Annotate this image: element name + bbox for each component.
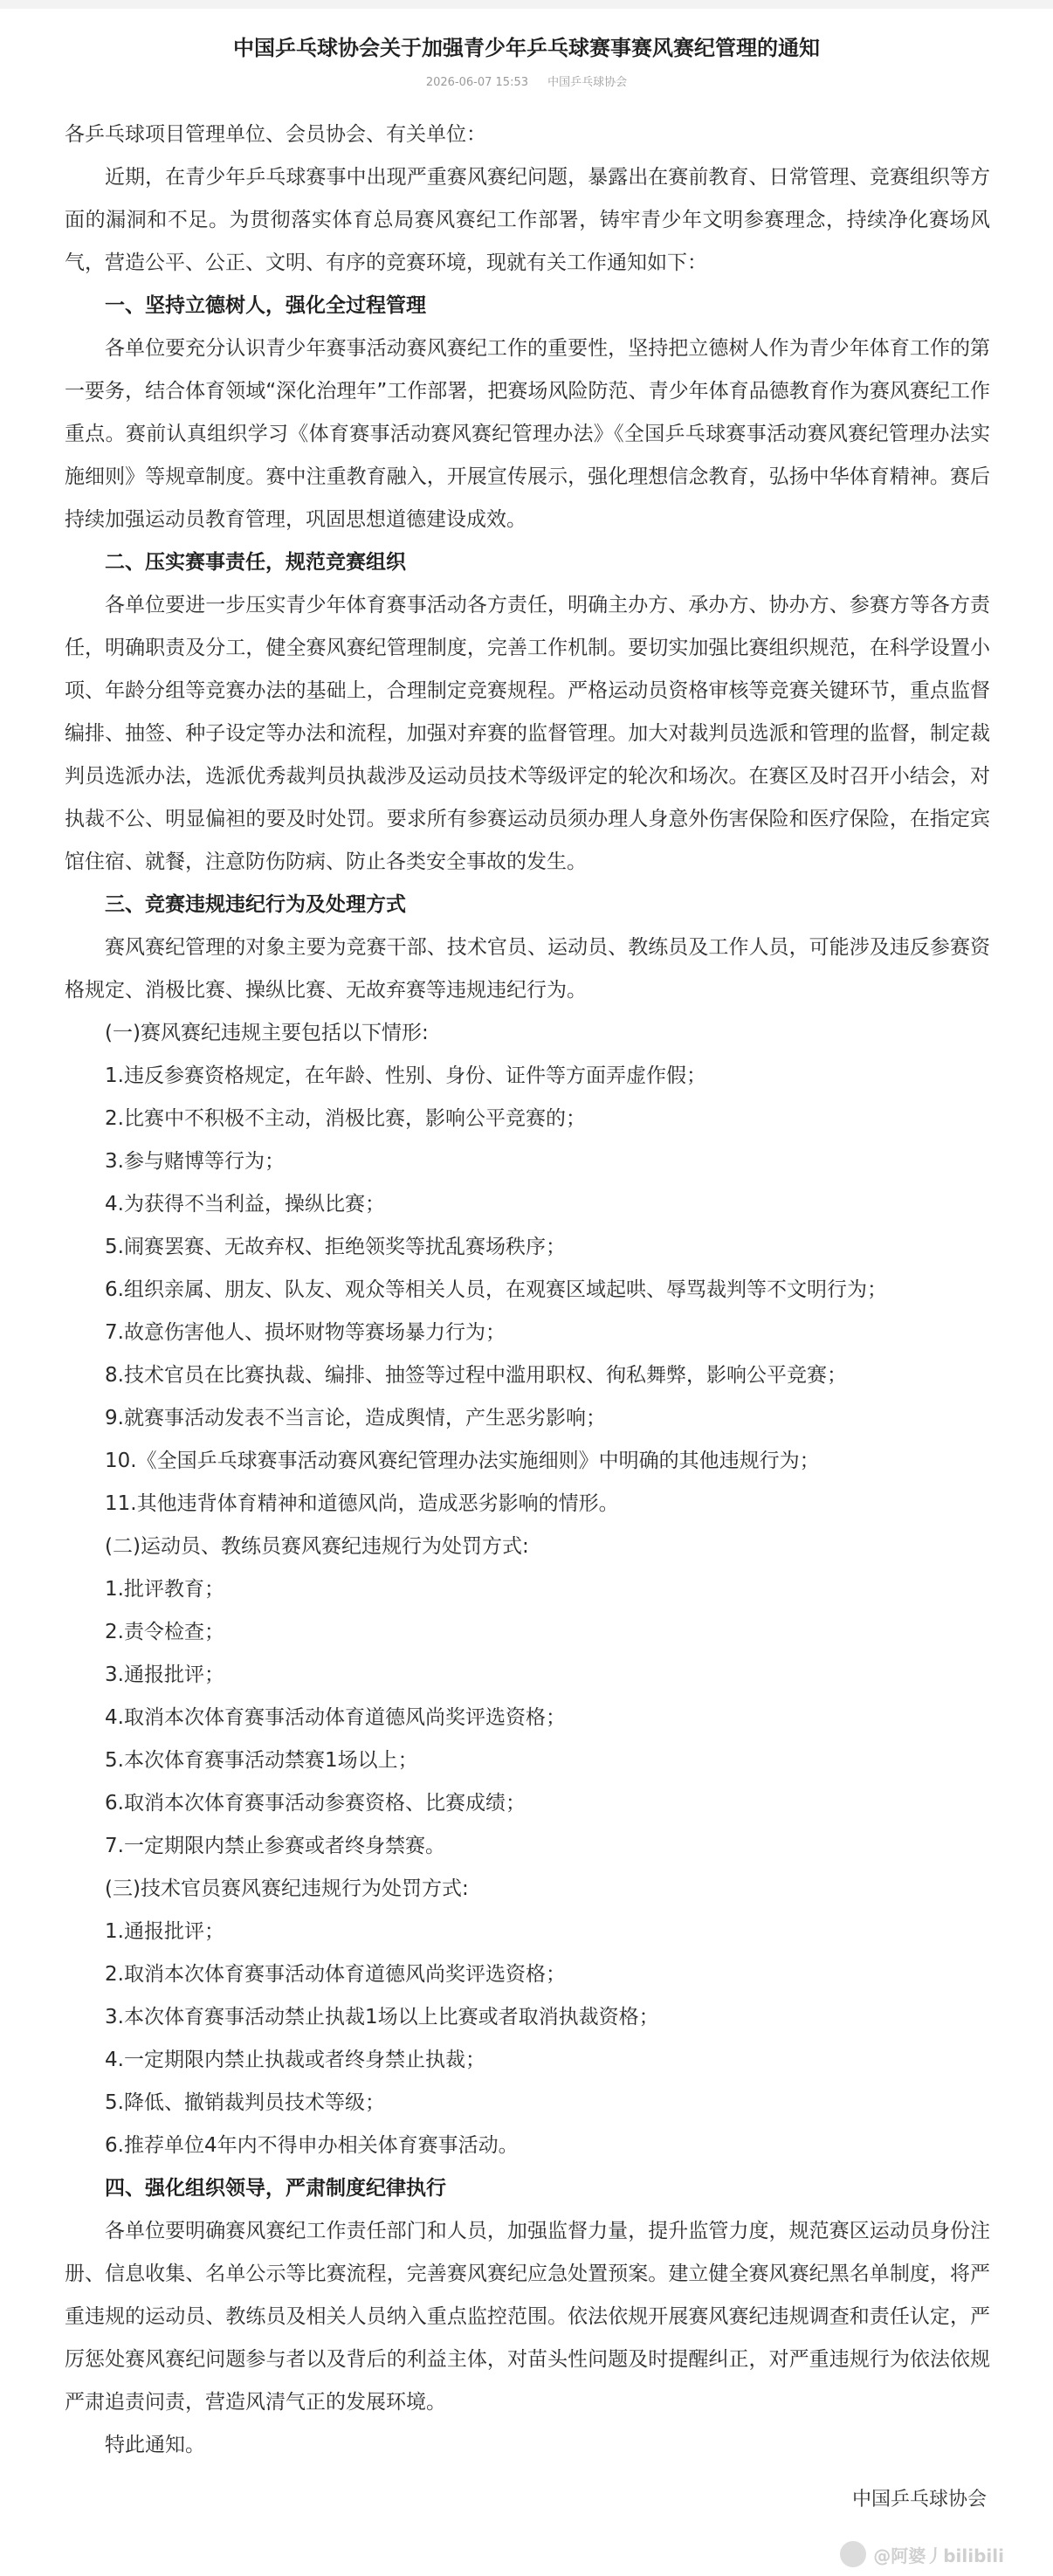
section-2-heading: 二、压实赛事责任，规范竞赛组织	[105, 551, 406, 574]
list-item: 2.取消本次体育赛事活动体育道德风尚奖评选资格；	[105, 1963, 566, 1986]
group-3-heading: (三)技术官员赛风赛纪违规行为处罚方式:	[105, 1877, 469, 1900]
section-3-body: 赛风赛纪管理的对象主要为竞赛干部、技术官员、运动员、教练员及工作人员，可能涉及违反参赛资格规定、消极比赛、操纵比赛、无故弃赛等违规违纪行为。	[65, 936, 990, 1002]
list-item: 6.取消本次体育赛事活动参赛资格、比赛成绩；	[105, 1792, 526, 1815]
article-meta	[0, 75, 1053, 91]
watermark-text: @阿婆丿bilibili	[873, 2545, 1004, 2566]
list-item: 1.批评教育；	[105, 1578, 224, 1601]
list-item: 9.就赛事活动发表不当言论，造成舆情，产生恶劣影响；	[105, 1407, 606, 1429]
list-item: 4.取消本次体育赛事活动体育道德风尚奖评选资格；	[105, 1706, 566, 1729]
section-4-heading: 四、强化组织领导，严肃制度纪律执行	[105, 2177, 446, 2200]
list-item: 10.《全国乒乓球赛事活动赛风赛纪管理办法实施细则》中明确的其他违规行为；	[105, 1450, 820, 1472]
salutation: 各乒乓球项目管理单位、会员协会、有关单位：	[65, 123, 486, 146]
list-item: 7.故意伤害他人、损坏财物等赛场暴力行为；	[105, 1321, 506, 1344]
top-bar	[0, 0, 1053, 9]
list-item: 5.闹赛罢赛、无故弃权、拒绝领奖等扰乱赛场秩序；	[105, 1236, 566, 1258]
bilibili-logo-icon	[840, 2541, 866, 2567]
list-item: 3.参与赌博等行为；	[105, 1150, 285, 1173]
group-1-heading: (一)赛风赛纪违规主要包括以下情形:	[105, 1022, 429, 1044]
list-item: 6.组织亲属、朋友、队友、观众等相关人员，在观赛区域起哄、辱骂裁判等不文明行为；	[105, 1278, 887, 1301]
list-item: 2.责令检查；	[105, 1621, 224, 1643]
list-item: 11.其他违背体育精神和道德风尚，造成恶劣影响的情形。	[105, 1492, 619, 1515]
list-item: 5.降低、撤销裁判员技术等级；	[105, 2091, 385, 2114]
watermark	[840, 2539, 1004, 2569]
publisher-name[interactable]: 中国乒乓球协会	[547, 76, 628, 89]
section-2-body: 各单位要进一步压实青少年体育赛事活动各方责任，明确主办方、承办方、协办方、参赛方等各方责任，明确职责及分工，健全赛风赛纪管理制度，完善工作机制。要切实加强比赛组织规范，在科学设置小项、年龄分组等竞赛办法的基础上，合理制定竞赛规程。严格运动员资格审核等竞赛关键环节，重点监督编排、抽签、种子设定等办法和流程，加强对弃赛的监督管理。加大对裁判员选派和管理的监督，制定裁判员选派办法，选派优秀裁判员执裁涉及运动员技术等级评定的轮次和场次。在赛区及时召开小结会，对执裁不公、明显偏袒的要及时处罚。要求所有参赛运动员须办理人身意外伤害保险和医疗保险，在指定宾馆住宿、就餐，注意防伤防病、防止各类安全事故的发生。	[65, 594, 990, 873]
list-item: 5.本次体育赛事活动禁赛1场以上；	[105, 1749, 418, 1772]
list-item: 4.一定期限内禁止执裁或者终身禁止执裁；	[105, 2049, 485, 2071]
list-item: 4.为获得不当利益，操纵比赛；	[105, 1193, 385, 1216]
group-2-heading: (二)运动员、教练员赛风赛纪违规行为处罚方式:	[105, 1535, 529, 1558]
article-body	[65, 114, 990, 2467]
section-4-body: 各单位要明确赛风赛纪工作责任部门和人员，加强监督力量，提升监管力度，规范赛区运动员身份注册、信息收集、名单公示等比赛流程，完善赛风赛纪应急处置预案。建立健全赛风赛纪黑名单制度，将严重违规的运动员、教练员及相关人员纳入重点监控范围。依法依规开展赛风赛纪违规调查和责任认定，严厉惩处赛风赛纪问题参与者以及背后的利益主体，对苗头性问题及时提醒纠正，对严重违规行为依法依规严肃追责问责，营造风清气正的发展环境。	[65, 2220, 990, 2414]
list-item: 8.技术官员在比赛执裁、编排、抽签等过程中滥用职权、徇私舞弊，影响公平竞赛；	[105, 1364, 847, 1387]
list-item: 1.通报批评；	[105, 1920, 224, 1943]
signature: 中国乒乓球协会	[851, 2489, 987, 2511]
list-item: 3.本次体育赛事活动禁止执裁1场以上比赛或者取消执裁资格；	[105, 2006, 659, 2028]
list-item: 6.推荐单位4年内不得申办相关体育赛事活动。	[105, 2134, 519, 2157]
intro-paragraph: 近期，在青少年乒乓球赛事中出现严重赛风赛纪问题，暴露出在赛前教育、日常管理、竞赛组织等方面的漏洞和不足。为贯彻落实体育总局赛风赛纪工作部署，铸牢青少年文明参赛理念，持续净化赛场风气，营造公平、公正、文明、有序的竞赛环境，现就有关工作通知如下：	[65, 166, 990, 274]
section-1-body: 各单位要充分认识青少年赛事活动赛风赛纪工作的重要性，坚持把立德树人作为青少年体育工作的第一要务，结合体育领域“深化治理年”工作部署，把赛场风险防范、青少年体育品德教育作为赛风赛纪工作重点。赛前认真组织学习《体育赛事活动赛风赛纪管理办法》《全国乒乓球赛事活动赛风赛纪管理办法实施细则》等规章制度。赛中注重教育融入，开展宣传展示，强化理想信念教育，弘扬中华体育精神。赛后持续加强运动员教育管理，巩固思想道德建设成效。	[65, 337, 990, 531]
list-item: 7.一定期限内禁止参赛或者终身禁赛。	[105, 1835, 445, 1857]
list-item: 1.违反参赛资格规定，在年龄、性别、身份、证件等方面弄虚作假；	[105, 1064, 706, 1087]
section-1-heading: 一、坚持立德树人，强化全过程管理	[105, 294, 426, 317]
page-title: 中国乒乓球协会关于加强青少年乒乓球赛事赛风赛纪管理的通知	[233, 36, 820, 60]
list-item: 2.比赛中不积极不主动，消极比赛，影响公平竞赛的；	[105, 1107, 586, 1130]
publish-date: 2026-06-07 15:53	[425, 76, 528, 89]
list-item: 3.通报批评；	[105, 1663, 224, 1686]
closing-line: 特此通知。	[105, 2434, 205, 2456]
section-3-heading: 三、竞赛违规违纪行为及处理方式	[105, 893, 406, 916]
